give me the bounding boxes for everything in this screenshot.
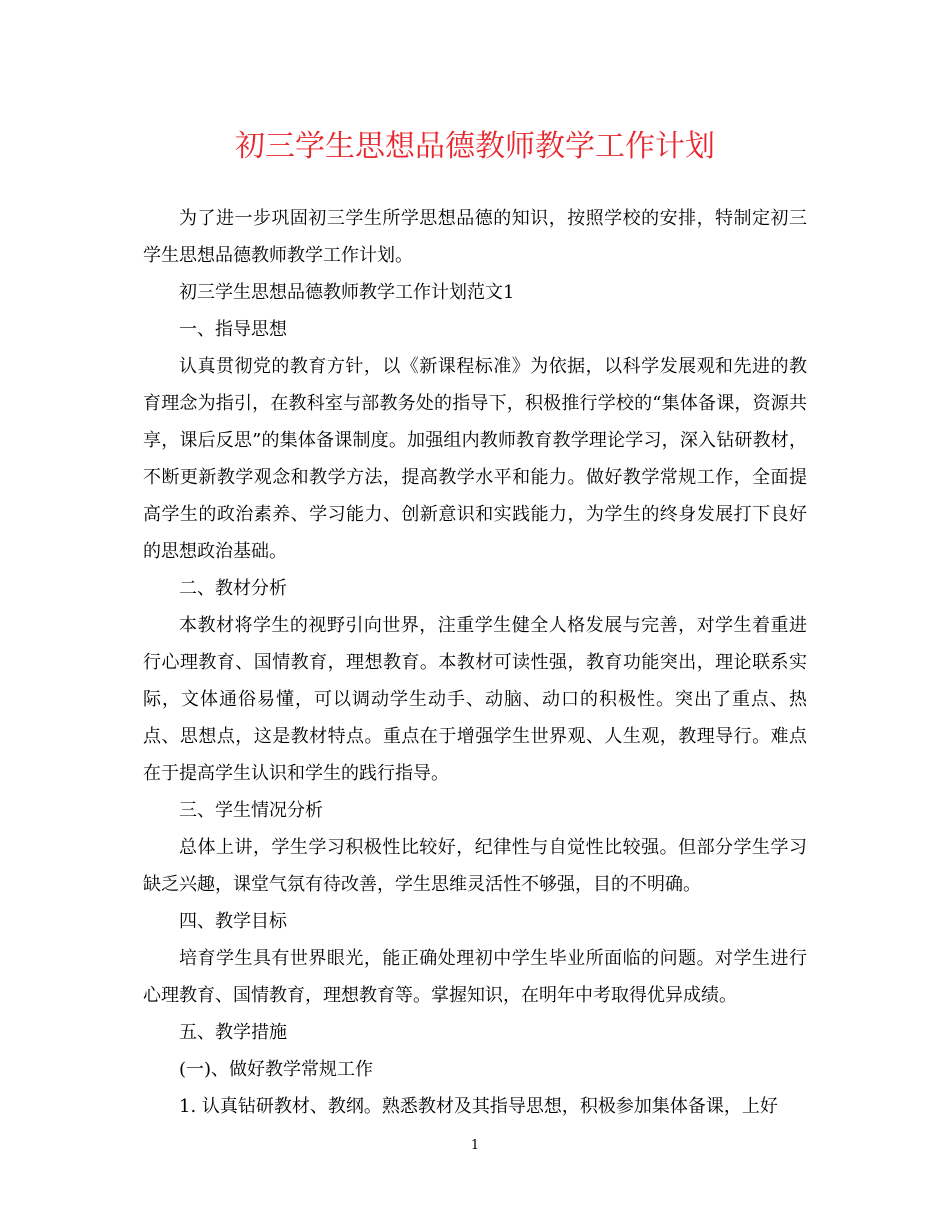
student-analysis-paragraph: 总体上讲，学生学习积极性比较好，纪律性与自觉性比较强。但部分学生学习缺乏兴趣，课堂气氛有待改善，学生思维灵活性不够强，目的不明确。 [143,837,807,895]
guiding-thought-paragraph: 认真贯彻党的教育方针，以《新课程标准》为依据，以科学发展观和先进的教育理念为指引，在教科室与部教务处的指导下，积极推行学校的“集体备课，资源共享，课后反思”的集体备课制度。加强组内教师教育教学理论学习，深入钻研教材，不断更新教学观念和教学方法，提高教学水平和能力。做好教学常规工作，全面提高学生的政治素养、学习能力、创新意识和实践能力，为学生的终身发展打下良好的思想政治基础。 [143,356,807,562]
document-title: 初三学生思想品德教师教学工作计划 [235,129,715,164]
intro-paragraph: 为了进一步巩固初三学生所学思想品德的知识，按照学校的安排，特制定初三学生思想品德教师教学工作计划。 [143,208,807,266]
textbook-analysis-paragraph: 本教材将学生的视野引向世界，注重学生健全人格发展与完善，对学生着重进行心理教育、国情教育，理想教育。本教材可读性强，教育功能突出，理论联系实际，文体通俗易懂，可以调动学生动手、动脑、动口的积极性。突出了重点、热点、思想点，这是教材特点。重点在于增强学生世界观、人生观，教理导行。难点在于提高学生认识和学生的践行指导。 [143,615,807,784]
subsection-heading-routine-work: (一)、做好教学常规工作 [179,1059,374,1080]
page-number: 1 [470,1138,480,1153]
document-body [143,200,807,1125]
section-heading-student-analysis: 三、学生情况分析 [179,800,323,821]
section-heading-teaching-measures: 五、教学措施 [179,1022,287,1043]
section-heading-guiding-thought: 一、指导思想 [179,319,287,340]
section-heading-teaching-goals: 四、教学目标 [179,911,287,932]
sample-heading: 初三学生思想品德教师教学工作计划范文1 [179,282,515,303]
teaching-goals-paragraph: 培育学生具有世界眼光，能正确处理初中学生毕业所面临的问题。对学生进行心理教育、国情教育，理想教育等。掌握知识，在明年中考取得优异成绩。 [143,948,807,1006]
measure-item-1: 1. 认真钻研教材、教纲。熟悉教材及其指导思想，积极参加集体备课，上好 [179,1096,778,1117]
section-heading-textbook-analysis: 二、教材分析 [179,578,287,599]
